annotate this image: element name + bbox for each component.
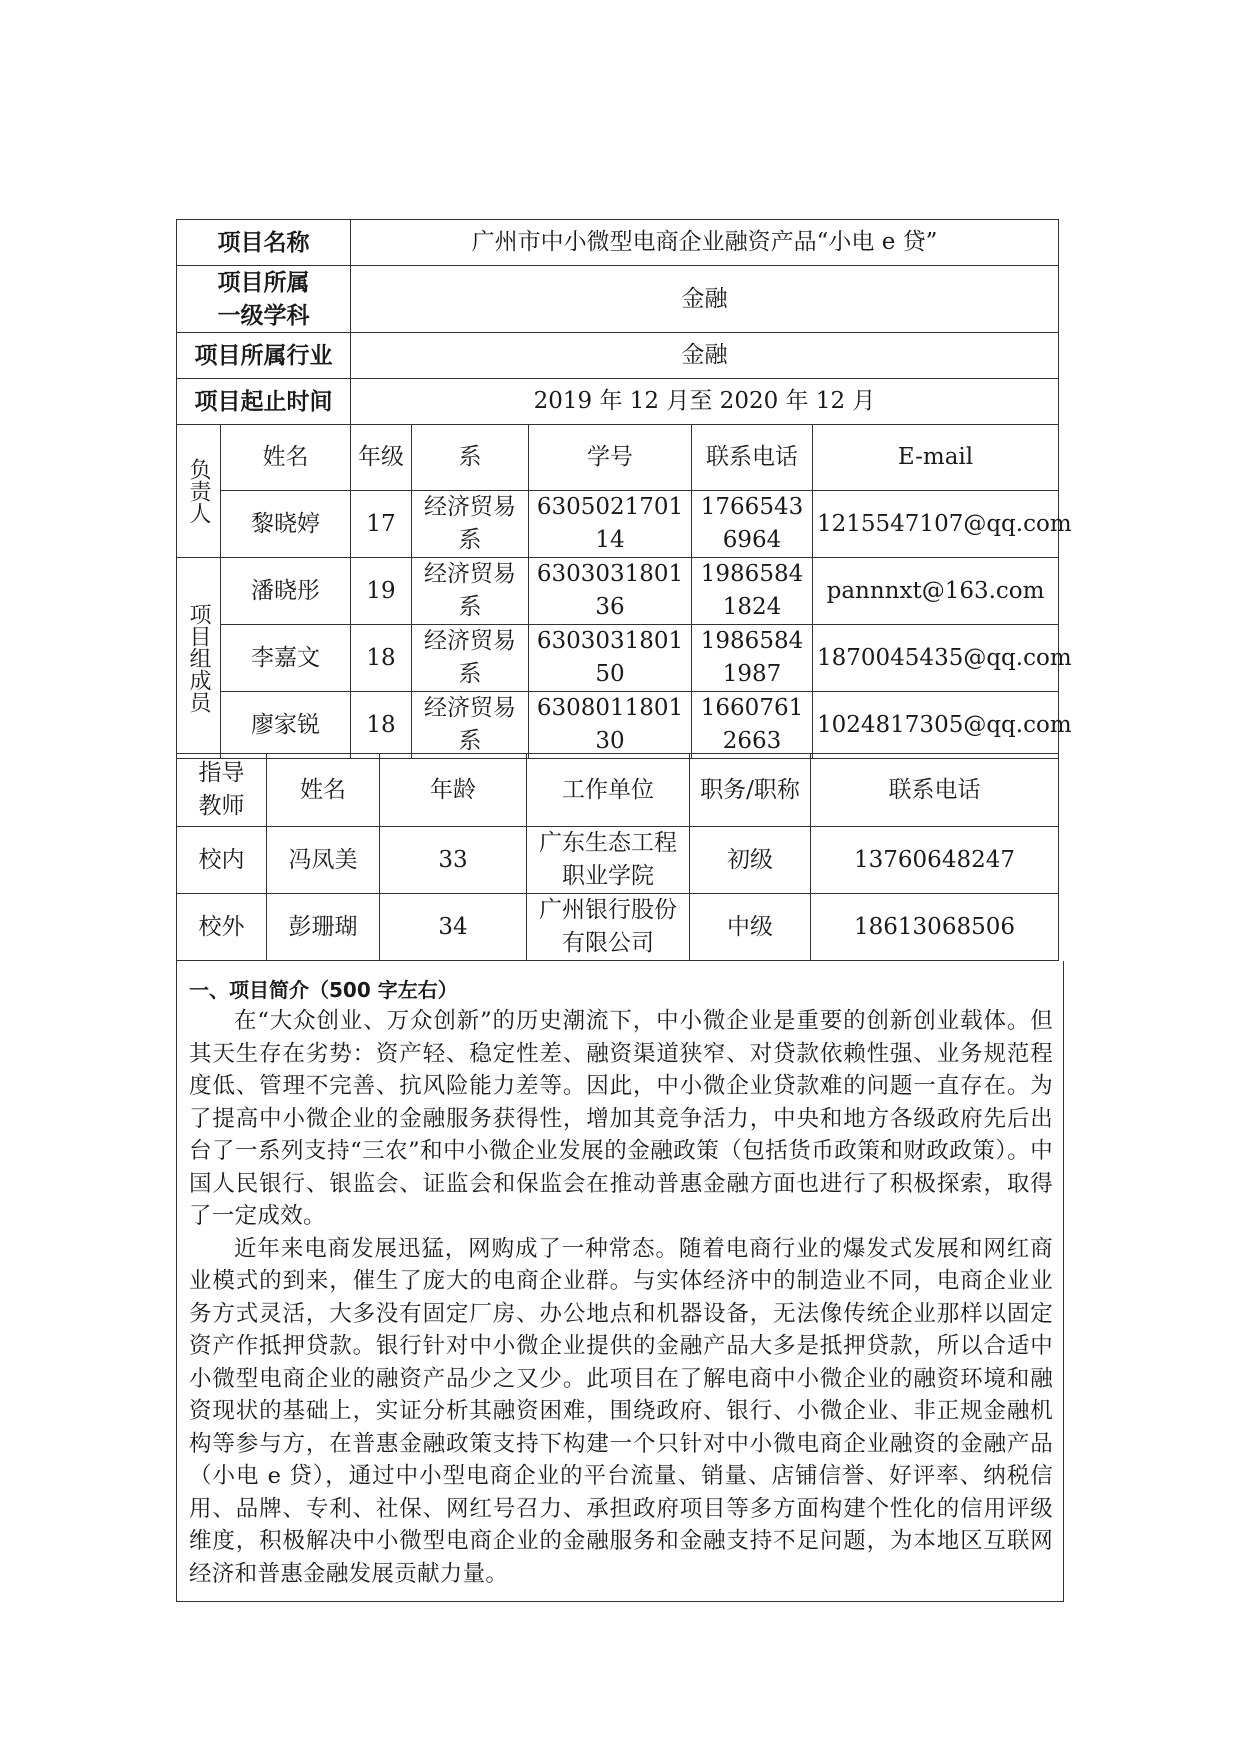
team-student-id: 630303180136 — [529, 558, 692, 625]
header-student-id: 学号 — [529, 425, 692, 491]
team-grade: 19 — [351, 558, 412, 625]
team-grade: 18 — [351, 692, 412, 759]
team-phone: 19865841824 — [692, 558, 813, 625]
advisor-title: 初级 — [690, 827, 811, 894]
team-phone: 16607612663 — [692, 692, 813, 759]
header-phone: 联系电话 — [692, 425, 813, 491]
advisor-header-phone: 联系电话 — [811, 754, 1059, 827]
intro-paragraph: 近年来电商发展迅猛，网购成了一种常态。随着电商行业的爆发式发展和网红商业模式的到来，催生了庞大的电商企业群。与实体经济中的制造业不同，电商企业业务方式灵活，大多没有固定厂房、办公地点和机器设备，无法像传统企业那样以固定资产作抵押贷款。银行针对中小微企业提供的金融产品大多是抵押贷款，所以合适中小微型电商企业的融资产品少之又少。此项目在了解电商中小微企业的融资环境和融资现状的基础上，实证分析其融资困难，围绕政府、银行、小微企业、非正规金融机构等参与方，在普惠金融政策支持下构建一个只针对中小微电商企业融资的金融产品（小电 e 贷），通过中小型电商企业的平台流量、销量、店铺信誉、好评率、纳税信用、品牌、专利、社保、网红号召力、承担政府项目等多方面构建个性化的信用评级维度，积极解决中小微型电商企业的金融服务和金融支持不足问题，为本地区互联网经济和普惠金融发展贡献力量。 — [189, 1235, 1053, 1587]
team-name: 李嘉文 — [221, 625, 351, 692]
team-group-label: 项目组成员 — [177, 558, 221, 759]
advisor-type: 校外 — [177, 894, 267, 961]
period: 2019 年 12 月至 2020 年 12 月 — [351, 379, 1059, 425]
advisor-header-title: 职务/职称 — [690, 754, 811, 827]
discipline-label — [177, 266, 351, 333]
team-dept: 经济贸易系 — [412, 625, 529, 692]
advisor-unit: 广东生态工程职业学院 — [527, 827, 690, 894]
team-dept: 经济贸易系 — [412, 558, 529, 625]
team-email: 1870045435@qq.com — [813, 625, 1059, 692]
advisor-name: 冯凤美 — [267, 827, 380, 894]
leader-name: 黎晓婷 — [221, 491, 351, 558]
advisor-age: 34 — [380, 894, 527, 961]
leader-student-id: 630502170114 — [529, 491, 692, 558]
industry: 金融 — [351, 333, 1059, 379]
table-row — [177, 558, 1059, 625]
industry-label: 项目所属行业 — [177, 333, 351, 379]
advisors-table — [176, 753, 1059, 961]
advisor-header-unit: 工作单位 — [527, 754, 690, 827]
advisor-phone: 13760648247 — [811, 827, 1059, 894]
table-row — [177, 827, 1059, 894]
discipline-label-line2: 一级学科 — [217, 302, 310, 329]
advisor-type: 校内 — [177, 827, 267, 894]
table-row — [177, 625, 1059, 692]
discipline-label-line1: 项目所属 — [217, 269, 310, 296]
advisor-age: 33 — [380, 827, 527, 894]
header-name: 姓名 — [221, 425, 351, 491]
discipline: 金融 — [351, 266, 1059, 333]
team-name: 廖家锐 — [221, 692, 351, 759]
table-row — [177, 491, 1059, 558]
team-email: 1024817305@qq.com — [813, 692, 1059, 759]
table-row — [177, 894, 1059, 961]
advisor-header-name: 姓名 — [267, 754, 380, 827]
header-email: E-mail — [813, 425, 1059, 491]
leader-dept: 经济贸易系 — [412, 491, 529, 558]
advisor-name: 彭珊瑚 — [267, 894, 380, 961]
intro-paragraph: 在“大众创业、万众创新”的历史潮流下，中小微企业是重要的创新创业载体。但其天生存在劣势：资产轻、稳定性差、融资渠道狭窄、对贷款依赖性强、业务规范程度低、管理不完善、抗风险能力差等。因此，中小微企业贷款难的问题一直存在。为了提高中小微企业的金融服务获得性，增加其竞争活力，中央和地方各级政府先后出台了一系列支持“三农”和中小微企业发展的金融政策（包括货币政策和财政政策）。中国人民银行、银监会、证监会和保监会在推动普惠金融方面也进行了积极探索，取得了一定成效。 — [189, 1008, 1053, 1229]
team-phone: 19865841987 — [692, 625, 813, 692]
advisor-group-label: 指导教师 — [177, 754, 267, 827]
leader-grade: 17 — [351, 491, 412, 558]
header-dept: 系 — [412, 425, 529, 491]
table-row — [177, 692, 1059, 759]
team-grade: 18 — [351, 625, 412, 692]
project-intro-section — [176, 961, 1064, 1602]
team-dept: 经济贸易系 — [412, 692, 529, 759]
intro-heading: 一、项目简介（500 字左右） — [189, 978, 458, 1002]
team-student-id: 630303180150 — [529, 625, 692, 692]
leader-group-label: 负责人 — [177, 425, 221, 558]
project-name: 广州市中小微型电商企业融资产品“小电 e 贷” — [351, 220, 1059, 266]
project-name-label: 项目名称 — [177, 220, 351, 266]
leader-email: 1215547107@qq.com — [813, 491, 1059, 558]
advisor-unit: 广州银行股份有限公司 — [527, 894, 690, 961]
header-grade: 年级 — [351, 425, 412, 491]
team-name: 潘晓彤 — [221, 558, 351, 625]
team-email: pannnxt@163.com — [813, 558, 1059, 625]
project-info-table — [176, 219, 1072, 759]
leader-phone: 17665436964 — [692, 491, 813, 558]
advisor-title: 中级 — [690, 894, 811, 961]
period-label: 项目起止时间 — [177, 379, 351, 425]
advisor-phone: 18613068506 — [811, 894, 1059, 961]
team-student-id: 630801180130 — [529, 692, 692, 759]
advisor-header-age: 年龄 — [380, 754, 527, 827]
